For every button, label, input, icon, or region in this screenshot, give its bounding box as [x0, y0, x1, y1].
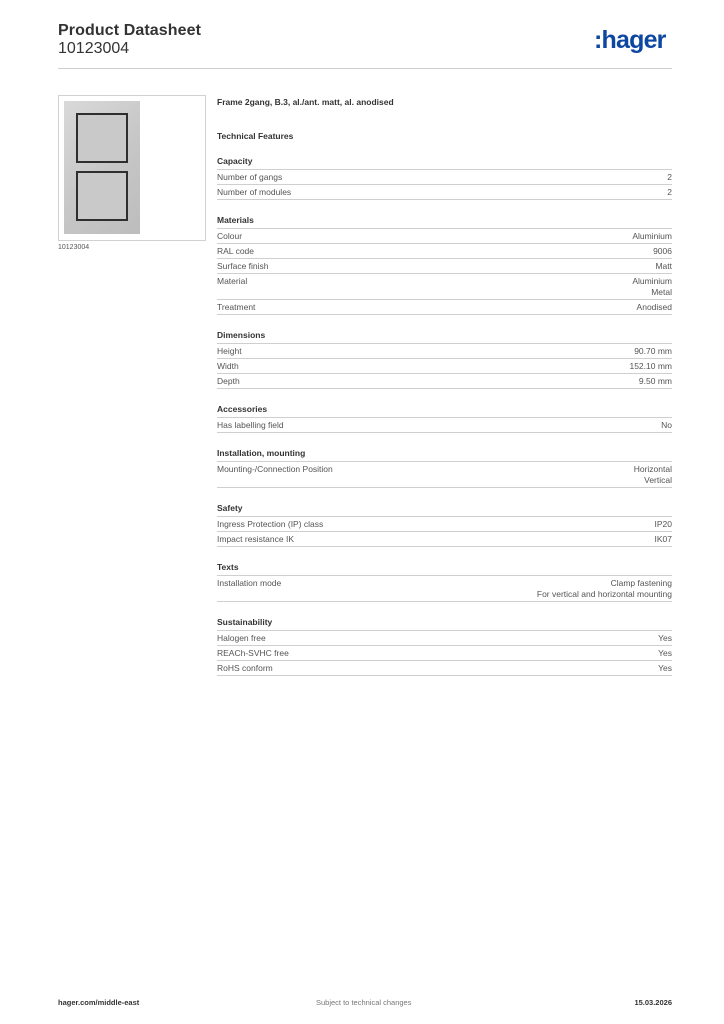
spec-value-line: 9006: [653, 246, 672, 256]
product-image: [58, 95, 206, 241]
footer-notice: Subject to technical changes: [316, 998, 412, 1007]
spec-section: [217, 403, 672, 433]
spec-section: [217, 561, 672, 602]
spec-row: [217, 646, 672, 661]
section-title: Materials: [217, 214, 672, 229]
spec-value-line: Matt: [655, 261, 672, 271]
spec-value-line: 2: [667, 187, 672, 197]
spec-value: [658, 633, 672, 644]
document-title: Product Datasheet: [58, 22, 202, 39]
spec-value: [655, 261, 672, 272]
frame-plate-graphic: [64, 101, 140, 234]
spec-value-line: For vertical and horizontal mounting: [536, 589, 672, 599]
spec-label: Width: [217, 361, 239, 371]
spec-label: Number of modules: [217, 187, 292, 197]
spec-value-line: Clamp fastening: [610, 578, 672, 588]
hager-logo: :hager: [594, 26, 666, 54]
spec-row: [217, 229, 672, 244]
spec-value: [667, 172, 672, 183]
spec-label: Depth: [217, 376, 240, 386]
features-heading: Technical Features: [217, 131, 294, 141]
spec-value-line: No: [661, 420, 672, 430]
spec-row: [217, 185, 672, 200]
spec-value: [634, 464, 672, 486]
footer-website: hager.com/middle-east: [58, 998, 140, 1007]
spec-value-line: IK07: [654, 534, 672, 544]
spec-value: [634, 346, 672, 357]
spec-label: Impact resistance IK: [217, 534, 295, 544]
section-title: Dimensions: [217, 329, 672, 344]
spec-row: [217, 300, 672, 315]
spec-row: [217, 418, 672, 433]
spec-value: [629, 361, 672, 372]
spec-value-line: Aluminium: [632, 231, 672, 241]
spec-value: [658, 663, 672, 674]
spec-sections: [217, 155, 672, 676]
spec-value: [653, 246, 672, 257]
spec-row: [217, 576, 672, 602]
spec-content: [217, 96, 672, 676]
spec-section: [217, 155, 672, 200]
spec-label: RAL code: [217, 246, 255, 256]
spec-row: [217, 374, 672, 389]
spec-section: [217, 447, 672, 488]
spec-row: [217, 259, 672, 274]
spec-section: [217, 502, 672, 547]
spec-value: [537, 578, 672, 600]
spec-row: [217, 359, 672, 374]
spec-row: [217, 462, 672, 488]
spec-row: [217, 344, 672, 359]
spec-label: Installation mode: [217, 578, 282, 588]
spec-label: Halogen free: [217, 633, 266, 643]
spec-row: [217, 661, 672, 676]
spec-value-line: Yes: [658, 663, 672, 673]
spec-row: [217, 170, 672, 185]
spec-value: [658, 648, 672, 659]
spec-section: [217, 214, 672, 315]
spec-label: Has labelling field: [217, 420, 284, 430]
section-title: Accessories: [217, 403, 672, 418]
spec-value: [655, 534, 673, 545]
spec-value-line: 90.70 mm: [634, 346, 672, 356]
spec-value-line: Horizontal: [633, 464, 672, 474]
spec-value: [632, 231, 672, 242]
spec-value: [661, 420, 672, 431]
spec-row: [217, 631, 672, 646]
spec-value: [639, 376, 672, 387]
spec-value-line: Vertical: [644, 475, 672, 485]
spec-row: [217, 517, 672, 532]
spec-value-line: Anodised: [636, 302, 672, 312]
section-title: Capacity: [217, 155, 672, 170]
product-name: Frame 2gang, B.3, al./ant. matt, al. anodised: [217, 97, 394, 107]
section-title: Sustainability: [217, 616, 672, 631]
spec-label: Number of gangs: [217, 172, 283, 182]
section-title: Safety: [217, 502, 672, 517]
spec-label: Material: [217, 276, 248, 286]
section-title: Installation, mounting: [217, 447, 672, 462]
footer-date: 15.03.2026: [634, 998, 672, 1007]
spec-label: Treatment: [217, 302, 256, 312]
spec-row: [217, 244, 672, 259]
spec-label: Colour: [217, 231, 243, 241]
spec-value: [667, 187, 672, 198]
spec-section: [217, 616, 672, 676]
spec-value-line: 152.10 mm: [629, 361, 672, 371]
spec-label: Surface finish: [217, 261, 269, 271]
spec-value: [637, 302, 672, 313]
gang-opening-bottom: [76, 171, 128, 221]
spec-value-line: Aluminium: [632, 276, 672, 286]
spec-label: RoHS conform: [217, 663, 273, 673]
spec-value-line: Yes: [658, 648, 672, 658]
section-title: Texts: [217, 561, 672, 576]
spec-value-line: Metal: [651, 287, 672, 297]
spec-label: Height: [217, 346, 242, 356]
spec-label: REACh-SVHC free: [217, 648, 289, 658]
spec-value-line: Yes: [658, 633, 672, 643]
spec-value: [655, 519, 673, 530]
image-caption: 10123004: [58, 244, 90, 251]
spec-row: [217, 274, 672, 300]
spec-value-line: IP20: [654, 519, 672, 529]
header-divider: [58, 68, 672, 69]
spec-value-line: 2: [667, 172, 672, 182]
gang-opening-top: [76, 113, 128, 163]
spec-value-line: 9.50 mm: [638, 376, 672, 386]
product-code: 10123004: [58, 40, 130, 57]
spec-label: Mounting-/Connection Position: [217, 464, 333, 474]
spec-section: [217, 329, 672, 389]
spec-label: Ingress Protection (IP) class: [217, 519, 324, 529]
spec-row: [217, 532, 672, 547]
spec-value: [632, 276, 672, 298]
